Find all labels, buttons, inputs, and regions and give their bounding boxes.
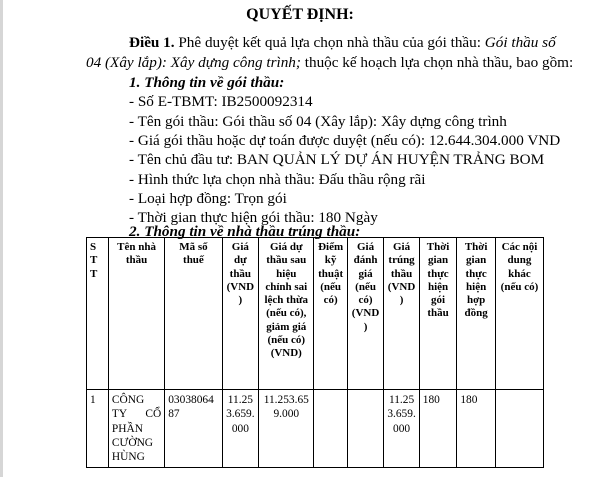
article-label: Điều 1. [129, 34, 175, 51]
col-header-tax-code: Mã số thuế [165, 238, 222, 390]
col-header-eval-price: Giá đánh giá (nếu có) (VND) [347, 238, 384, 390]
winner-info-heading: 2. Thông tin về nhà thầu trúng thầu: [129, 223, 361, 240]
cell-bid-price: 11.253.659.000 [222, 390, 259, 468]
article-line-2 [86, 53, 573, 73]
col-header-stt: S T T [87, 238, 109, 390]
package-info-item: - Loại hợp đồng: Trọn gói [129, 190, 287, 207]
col-header-adjusted-price: Giá dự thầu sau hiệu chỉnh sai lệch thừa (nếu có), giảm giá (nếu có) (VND) [259, 238, 314, 390]
table-row [87, 390, 544, 468]
col-header-contractor-name: Tên nhà thầu [108, 238, 164, 390]
package-info-item: - Tên gói thầu: Gói thầu số 04 (Xây lắp): Xây dựng công trình [129, 113, 507, 130]
col-header-bid-price: Giá dự thầu (VND) [222, 238, 259, 390]
cell-tech-score [314, 390, 347, 468]
table-header-row [87, 238, 544, 390]
col-header-tech-score: Điểm kỹ thuật (nếu có) [314, 238, 347, 390]
package-info-heading: 1. Thông tin về gói thầu: [129, 74, 285, 91]
cell-eval-price [347, 390, 384, 468]
cell-package-duration: 180 [419, 390, 457, 468]
article-text-plain-2: thuộc kế hoạch lựa chọn nhà thầu, bao gồm: [304, 54, 574, 71]
package-info-item: - Giá gói thầu hoặc dự toán được duyệt (nếu có): 12.644.304.000 VND [129, 132, 561, 149]
decision-title: QUYẾT ĐỊNH: [246, 6, 354, 23]
cell-stt: 1 [87, 390, 109, 468]
cell-contractor-name: CÔNG TY CỔ PHẦN CƯỜNG HÙNG [108, 390, 164, 468]
cell-tax-code: 0303806487 [165, 390, 222, 468]
article-text-plain-1: Phê duyệt kết quả lựa chọn nhà thầu của gói thầu: [178, 34, 481, 51]
article-line-1 [129, 33, 556, 53]
winner-table [86, 237, 544, 468]
col-header-contract-duration: Thời gian thực hiện hợp đồng [457, 238, 496, 390]
package-info-item: - Hình thức lựa chọn nhà thầu: Đấu thầu rộng rãi [129, 171, 426, 188]
package-info-item: - Số E-TBMT: IB2500092314 [129, 93, 313, 110]
cell-adjusted-price: 11.253.659.000 [259, 390, 314, 468]
col-header-other: Các nội dung khác (nếu có) [495, 238, 543, 390]
article-text-italic-2: 04 (Xây lắp): Xây dựng công trình; [86, 54, 301, 71]
package-info-item: - Tên chủ đầu tư: BAN QUẢN LÝ DỰ ÁN HUYỆN TRẢNG BOM [129, 151, 545, 168]
col-header-winning-price: Giá trúng thầu (VND) [384, 238, 419, 390]
package-info-item: - Thời gian thực hiện gói thầu: 180 Ngày [129, 209, 378, 226]
cell-contract-duration: 180 [457, 390, 496, 468]
page-edge [0, 0, 3, 477]
col-header-package-duration: Thời gian thực hiện gói thầu [419, 238, 457, 390]
cell-other [495, 390, 543, 468]
article-text-italic-1: Gói thầu số [484, 34, 556, 51]
cell-winning-price: 11.253.659.000 [384, 390, 419, 468]
